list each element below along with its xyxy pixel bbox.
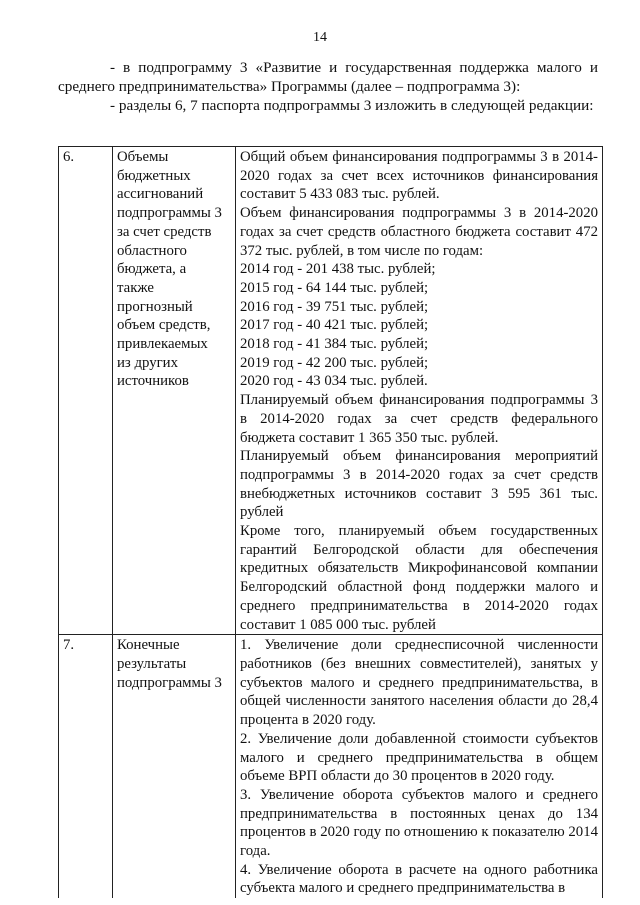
table-row [59, 635, 603, 898]
row-title-line: подпрограммы 3 [117, 205, 222, 222]
content-paragraph: 2016 год - 39 751 тыс. рублей; [240, 298, 429, 315]
row-title-line: подпрограммы 3 [117, 674, 222, 691]
row-title-line: Объемы [117, 149, 169, 165]
row-number: 7. [59, 635, 113, 898]
row-content [236, 147, 603, 635]
content-paragraph: Кроме того, планируемый объем государственных гарантий Белгородской области для обеспечения кредитных обязательств Микрофинансовой компании Белгородский областной фонд поддержки малого и среднего предпринимательства в 2014-2020 годах составит 1 085 000 тыс. рублей [240, 523, 598, 633]
content-paragraph: 2020 год - 43 034 тыс. рублей. [240, 373, 428, 390]
content-paragraph: Планируемый объем финансирования подпрограммы 3 в 2014-2020 годах за счет средств федерального бюджета составит 1 365 350 тыс. рублей. [240, 392, 598, 446]
intro-paragraph-1: - в подпрограмму 3 «Развитие и государственная поддержка малого и среднего предпринимательства» Программы (далее – подпрограмма 3): [58, 59, 598, 95]
row-title-line: областного [117, 242, 187, 259]
row-title-line: ассигнований [117, 186, 204, 203]
content-paragraph: Планируемый объем финансирования мероприятий подпрограммы 3 в 2014-2020 годах за счет средств внебюджетных источников составит 3 595 361 тыс. рублей [240, 448, 598, 521]
content-paragraph: 4. Увеличение оборота в расчете на одного работника субъекта малого и среднего предпринимательства в [240, 861, 598, 897]
row-title [113, 635, 236, 898]
row-content [236, 635, 603, 898]
row-title-line: объем средств, [117, 317, 211, 334]
page-number: 14 [313, 30, 327, 45]
subprogram-passport-table [58, 146, 603, 898]
content-paragraph: Объем финансирования подпрограммы 3 в 2014-2020 годах за счет средств областного бюджета составит 472 372 тыс. рублей, в том числе по годам: [240, 205, 598, 259]
row-title-line: из других [117, 354, 178, 371]
content-paragraph: 2. Увеличение доли добавленной стоимости субъектов малого и среднего предпринимательства в общем объеме ВРП области до 30 процентов в 2020 году. [240, 730, 598, 785]
row-title-line: бюджета, а [117, 261, 187, 278]
row-title-line: также [117, 279, 154, 296]
row-title [113, 147, 236, 635]
content-paragraph: 3. Увеличение оборота субъектов малого и среднего предпринимательства в постоянных ценах до 134 процентов в 2020 году по отношению к показателю 2014 года. [240, 786, 598, 860]
table-row [59, 147, 603, 635]
row-title-line: за счет средств [117, 223, 212, 240]
row-title-line: привлекаемых [117, 336, 208, 353]
row-title-line: результаты [117, 655, 187, 672]
row-title-line: прогнозный [117, 298, 193, 315]
content-paragraph: 2015 год - 64 144 тыс. рублей; [240, 279, 429, 296]
content-paragraph: 2014 год - 201 438 тыс. рублей; [240, 261, 436, 278]
content-paragraph: 2018 год - 41 384 тыс. рублей; [240, 336, 429, 353]
row-title-line: бюджетных [117, 167, 191, 184]
intro-text [58, 58, 598, 115]
row-number: 6. [59, 147, 113, 635]
row-title-line: Конечные [117, 637, 180, 654]
content-paragraph: 2019 год - 42 200 тыс. рублей; [240, 354, 429, 371]
content-paragraph: Общий объем финансирования подпрограммы 3 в 2014-2020 годах за счет всех источников финансирования составит 5 433 083 тыс. рублей. [240, 149, 598, 203]
content-paragraph: 1. Увеличение доли среднесписочной численности работников (без внешних совместителей), занятых у субъектов малого и среднего предпринимательства, в общей численности занятого населения области до 28,4 процента в 2020 году. [240, 637, 598, 729]
row-title-line: источников [117, 373, 189, 390]
intro-paragraph-2: - разделы 6, 7 паспорта подпрограммы 3 изложить в следующей редакции: [110, 97, 594, 114]
content-paragraph: 2017 год - 40 421 тыс. рублей; [240, 317, 429, 334]
